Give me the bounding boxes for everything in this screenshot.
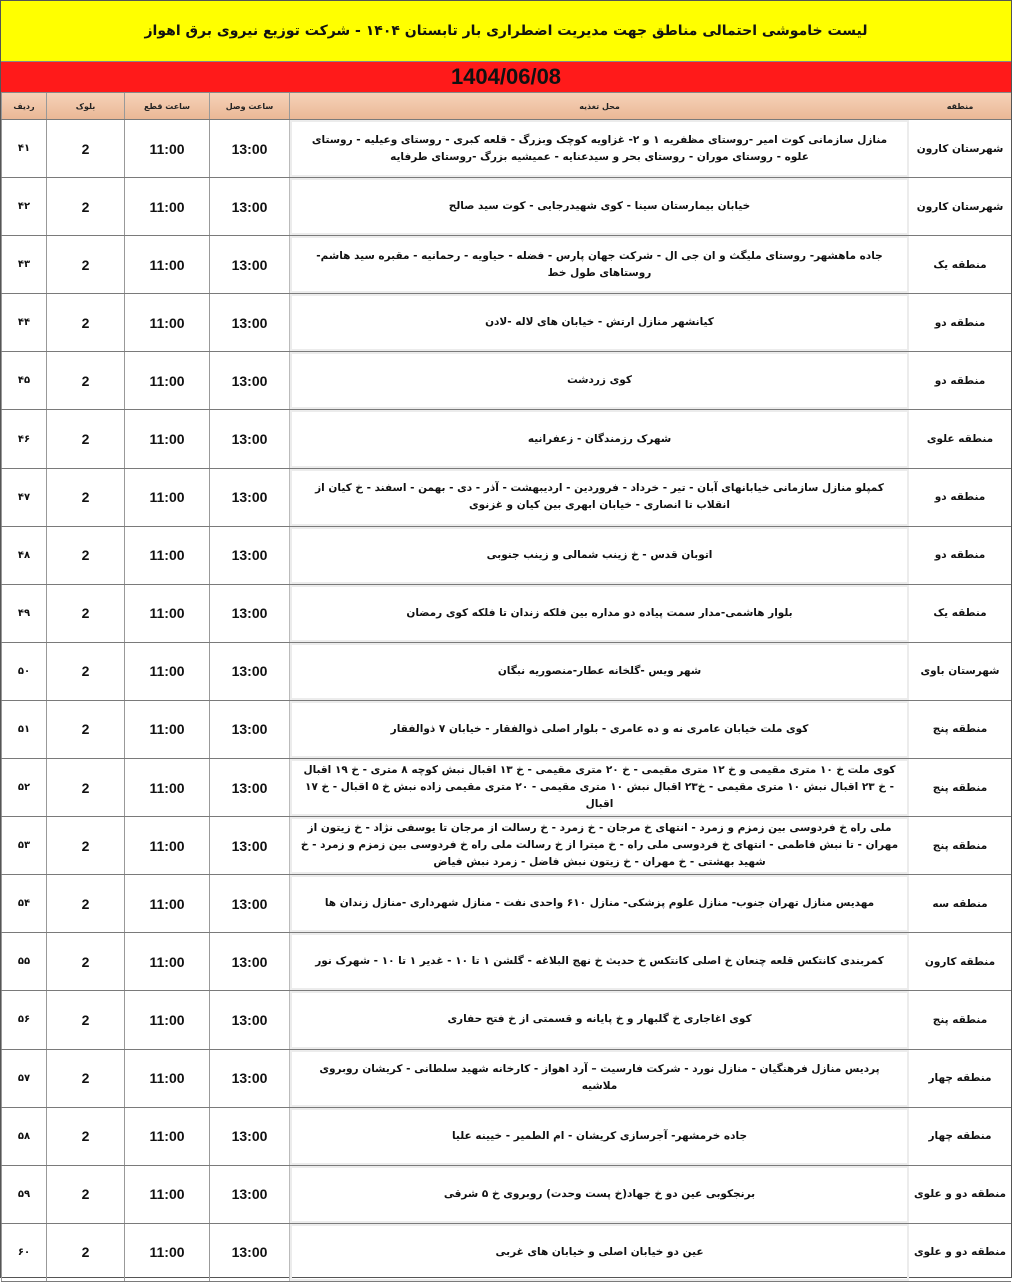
connect-time-cell: 13:00 (209, 1108, 289, 1165)
block-cell: 2 (46, 178, 124, 235)
row-number-cell: ۴۲ (1, 178, 46, 235)
region-cell: منطقه چهار (928, 1072, 992, 1085)
feed-location-cell: کوی زردشت (289, 352, 909, 409)
feed-location-cell: ملی راه خ فردوسی بین زمزم و زمرد - انتهای خ مرجان - خ زمرد - خ رسالت از مرجان تا یوسفی نژاد - خ زیتون از مهران - تا نبش فاطمی - انتهای خ فردوسی ملی راه - خ میترا از خ رسالت ملی راه خ فردوسی بین زمزم و زمرد - خ شهید بهشتی - خ مهران - خ زیتون نبش فاضل - زمرد نبش فیاض (289, 817, 909, 874)
cut-time-cell: 11:00 (124, 236, 209, 293)
table-header (1, 93, 1011, 120)
block-cell: 2 (46, 991, 124, 1048)
connect-time-cell: 13:00 (209, 585, 289, 642)
row-number-cell: ۵۷ (1, 1050, 46, 1107)
block-cell: 2 (46, 410, 124, 467)
feed-location-cell: شهرک رزمندگان - زعفرانیه (289, 410, 909, 467)
row-number-cell: ۵۴ (1, 875, 46, 932)
cut-time-cell: 11:00 (124, 410, 209, 467)
cut-time-cell: 11:00 (124, 991, 209, 1048)
region-cell: شهرستان کارون (916, 142, 1004, 155)
feed-location-cell: کیانشهر منازل ارتش - خیابان های لاله -لادن (289, 294, 909, 351)
feed-location-cell: بلوار هاشمی-مدار سمت پیاده دو مداره بین فلکه زندان تا فلکه کوی رمضان (289, 585, 909, 642)
region-cell: منطقه پنج (932, 723, 988, 736)
block-cell: 2 (46, 817, 124, 874)
connect-time-cell: 13:00 (209, 991, 289, 1048)
block-cell: 2 (46, 1050, 124, 1107)
cut-time-cell: 11:00 (124, 875, 209, 932)
feed-location-cell: جاده خرمشهر- آجرسازی کریشان - ام الطمیر - خیینه علیا (289, 1108, 909, 1165)
region-cell: منطقه دو و علوی (914, 1246, 1007, 1259)
row-number-cell: ۵۲ (1, 759, 46, 816)
table-row (1, 120, 1011, 178)
row-number-cell: ۵۹ (1, 1166, 46, 1223)
region-cell: منطقه پنج (932, 1013, 988, 1026)
cut-time-cell: 11:00 (124, 933, 209, 990)
cut-time-cell: 11:00 (124, 1224, 209, 1281)
block-cell: 2 (46, 294, 124, 351)
table-row (1, 585, 1011, 643)
feed-location-cell: جاده ماهشهر- روستای ملیگث و ان جی ال - شرکت جهان پارس - فضله - حیاویه - رحمانیه - مقبره سید هاشم- روستاهای طول خط (289, 236, 909, 293)
block-cell: 2 (46, 1166, 124, 1223)
block-cell: 2 (46, 120, 124, 177)
block-cell: 2 (46, 469, 124, 526)
row-number-cell: ۴۸ (1, 527, 46, 584)
region-cell: منطقه یک (933, 258, 987, 271)
header-row-number: ردیف (1, 93, 46, 119)
connect-time-cell: 13:00 (209, 178, 289, 235)
connect-time-cell: 13:00 (209, 817, 289, 874)
feed-location-cell: برنجکوبی عین دو خ جهاد(خ پست وحدت) روبروی خ ۵ شرقی (289, 1166, 909, 1223)
cut-time-cell: 11:00 (124, 701, 209, 758)
connect-time-cell: 13:00 (209, 1166, 289, 1223)
row-number-cell: ۴۶ (1, 410, 46, 467)
region-cell: منطقه یک (933, 607, 987, 620)
block-cell: 2 (46, 875, 124, 932)
row-number-cell: ۵۱ (1, 701, 46, 758)
header-connect-time: ساعت وصل (209, 93, 289, 119)
table-row (1, 875, 1011, 933)
cut-time-cell: 11:00 (124, 1108, 209, 1165)
schedule-date: 1404/06/08 (1, 62, 1011, 93)
connect-time-cell: 13:00 (209, 120, 289, 177)
connect-time-cell: 13:00 (209, 527, 289, 584)
block-cell: 2 (46, 759, 124, 816)
table-row (1, 933, 1011, 991)
cut-time-cell: 11:00 (124, 643, 209, 700)
connect-time-cell: 13:00 (209, 410, 289, 467)
table-row (1, 527, 1011, 585)
table-row (1, 469, 1011, 527)
block-cell: 2 (46, 701, 124, 758)
row-number-cell: ۵۳ (1, 817, 46, 874)
connect-time-cell: 13:00 (209, 933, 289, 990)
row-number-cell: ۴۷ (1, 469, 46, 526)
region-cell: منطقه دو (934, 316, 986, 329)
cut-time-cell: 11:00 (124, 817, 209, 874)
feed-location-cell: مهدیس منازل تهران جنوب- منازل علوم پزشکی- منازل ۶۱۰ واحدی نفت - منازل شهرداری -منازل زندان ها (289, 875, 909, 932)
row-number-cell: ۴۵ (1, 352, 46, 409)
block-cell: 2 (46, 1224, 124, 1281)
connect-time-cell: 13:00 (209, 352, 289, 409)
connect-time-cell: 13:00 (209, 469, 289, 526)
feed-location-cell: کمپلو منازل سازمانی خیابانهای آبان - تیر - خرداد - فروردین - اردیبهشت - آذر - دی - بهمن - اسفند - خ کیان از انقلاب تا انصاری - خیابان ابهری بین کیان و غزنوی (289, 469, 909, 526)
region-cell: منطقه سه (932, 897, 988, 910)
table-row (1, 1166, 1011, 1224)
connect-time-cell: 13:00 (209, 294, 289, 351)
feed-location-cell: پردیس منازل فرهنگیان - منازل نورد - شرکت فارسیت – آرد اهواز - کارخانه شهید سلطانی - کریشان روبروی ملاشیه (289, 1050, 909, 1107)
block-cell: 2 (46, 352, 124, 409)
row-number-cell: ۴۴ (1, 294, 46, 351)
connect-time-cell: 13:00 (209, 759, 289, 816)
cut-time-cell: 11:00 (124, 585, 209, 642)
header-block: بلوک (46, 93, 124, 119)
block-cell: 2 (46, 527, 124, 584)
connect-time-cell: 13:00 (209, 701, 289, 758)
cut-time-cell: 11:00 (124, 527, 209, 584)
region-cell: شهرستان کارون (916, 200, 1004, 213)
row-number-cell: ۵۶ (1, 991, 46, 1048)
table-row (1, 410, 1011, 468)
table-row (1, 991, 1011, 1049)
cut-time-cell: 11:00 (124, 294, 209, 351)
table-row (1, 236, 1011, 294)
feed-location-cell: منازل سازمانی کوت امیر -روستای مظفریه ۱ و ۲- غزاویه کوچک وبزرگ - قلعه کبری - روستای وعیلیه - روستای علوه - روستای موران - روستای بحر و سیدعنایه - عمیشیه بزرگ -روستای طرفایه (289, 120, 909, 177)
table-row (1, 817, 1011, 875)
row-number-cell: ۴۱ (1, 120, 46, 177)
table-row (1, 352, 1011, 410)
cut-time-cell: 11:00 (124, 759, 209, 816)
row-number-cell: ۶۰ (1, 1224, 46, 1281)
block-cell: 2 (46, 236, 124, 293)
block-cell: 2 (46, 1108, 124, 1165)
sheet-title: لیست خاموشی احتمالی مناطق جهت مدیریت اضطراری بار تابستان ۱۴۰۴ - شرکت توزیع نیروی برق اهواز (1, 1, 1011, 62)
block-cell: 2 (46, 643, 124, 700)
table-row (1, 759, 1011, 817)
region-cell: منطقه علوی (926, 433, 994, 446)
region-cell: منطقه کارون (924, 955, 996, 968)
table-body (1, 120, 1011, 1282)
connect-time-cell: 13:00 (209, 1050, 289, 1107)
table-row (1, 1108, 1011, 1166)
block-cell: 2 (46, 933, 124, 990)
row-number-cell: ۵۵ (1, 933, 46, 990)
header-feed-location: محل تغذیه (289, 93, 909, 119)
region-cell: منطقه دو (934, 491, 986, 504)
feed-location-cell: کمربندی کانتکس قلعه چنعان خ اصلی کانتکس خ حدیث خ نهج البلاغه - گلشن ۱ تا ۱۰ - غدیر ۱ تا ۱۰ - شهرک نور (289, 933, 909, 990)
cut-time-cell: 11:00 (124, 178, 209, 235)
region-cell: منطقه دو (934, 374, 986, 387)
table-row (1, 1224, 1011, 1282)
row-number-cell: ۴۹ (1, 585, 46, 642)
row-number-cell: ۵۸ (1, 1108, 46, 1165)
row-number-cell: ۴۳ (1, 236, 46, 293)
region-cell: منطقه دو (934, 549, 986, 562)
cut-time-cell: 11:00 (124, 469, 209, 526)
connect-time-cell: 13:00 (209, 236, 289, 293)
region-cell: منطقه پنج (932, 781, 988, 794)
cut-time-cell: 11:00 (124, 1050, 209, 1107)
region-cell: منطقه دو و علوی (914, 1188, 1007, 1201)
header-cut-time: ساعت قطع (124, 93, 209, 119)
region-cell: منطقه چهار (928, 1130, 992, 1143)
region-cell: شهرستان باوی (920, 665, 1000, 678)
connect-time-cell: 13:00 (209, 875, 289, 932)
feed-location-cell: کوی ملت خیابان عامری نه و ده عامری - بلوار اصلی ذوالفقار - خیابان ۷ ذوالفقار (289, 701, 909, 758)
table-row (1, 643, 1011, 701)
feed-location-cell: کوی اغاجاری خ گلبهار و خ پایانه و قسمتی از خ فتح حفاری (289, 991, 909, 1048)
cut-time-cell: 11:00 (124, 120, 209, 177)
region-cell: منطقه پنج (932, 839, 988, 852)
table-row (1, 1050, 1011, 1108)
feed-location-cell: شهر ویس -گلخانه عطار-منصوریه نبگان (289, 643, 909, 700)
table-row (1, 701, 1011, 759)
cut-time-cell: 11:00 (124, 352, 209, 409)
connect-time-cell: 13:00 (209, 1224, 289, 1281)
feed-location-cell: اتوبان قدس - خ زینب شمالی و زینب جنوبی (289, 527, 909, 584)
block-cell: 2 (46, 585, 124, 642)
cut-time-cell: 11:00 (124, 1166, 209, 1223)
connect-time-cell: 13:00 (209, 643, 289, 700)
table-row (1, 178, 1011, 236)
row-number-cell: ۵۰ (1, 643, 46, 700)
table-row (1, 294, 1011, 352)
header-region: منطقه (946, 101, 974, 111)
feed-location-cell: خیابان بیمارستان سینا - کوی شهیدرجایی - کوت سید صالح (289, 178, 909, 235)
feed-location-cell: کوی ملت خ ۱۰ متری مقیمی و خ ۱۲ متری مقیمی - خ ۲۰ متری مقیمی - خ ۱۳ اقبال نبش کوچه ۸ متری - خ ۱۹ اقبال - خ ۲۳ اقبال نبش ۱۰ متری مقیمی - خ۲۳ اقبال نبش ۱۰ متری مقیمی - ۲۰ متری مقیمی زاده نبش خ ۵ اقبال - خ ۱۷ اقبال (289, 759, 909, 816)
feed-location-cell: عین دو خیابان اصلی و خیابان های غربی (289, 1224, 909, 1281)
